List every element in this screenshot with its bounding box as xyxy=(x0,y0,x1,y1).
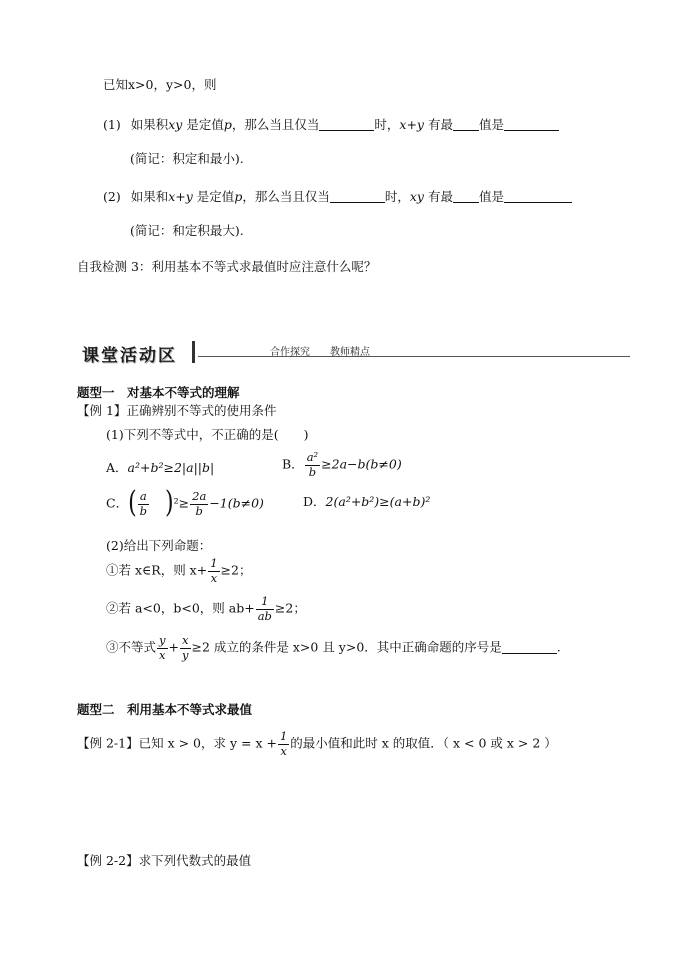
type-2-heading: 题型二 利用基本不等式求最值 xyxy=(77,702,253,717)
option-a-text: a²+b²≥2|a||b| xyxy=(127,460,215,475)
example-1-text: 正确辨别不等式的使用条件 xyxy=(126,403,277,418)
option-b[interactable] xyxy=(282,452,402,478)
proposition-3-text-a: ③不等式 xyxy=(106,639,157,655)
item-2-text-f: 值是 xyxy=(478,189,504,204)
option-c-label: C． xyxy=(106,495,129,511)
item-1-text-f: 值是 xyxy=(478,117,504,132)
proposition-2-denominator: ab xyxy=(257,608,272,623)
item-1-text-c: ，那么当且仅当 xyxy=(231,117,320,132)
option-c-numerator: a xyxy=(138,491,149,505)
proposition-3-numerator-1: y xyxy=(159,633,166,647)
intro-text: 已知x>0，y>0，则 xyxy=(103,77,217,92)
item-1-number: (1) xyxy=(103,117,121,132)
section-rule xyxy=(198,356,630,357)
item-2 xyxy=(103,188,572,206)
item-2-var-p: p xyxy=(234,189,243,204)
proposition-2 xyxy=(106,596,306,622)
example-2-1-denominator: x xyxy=(280,743,287,758)
item-1-expr: x+y xyxy=(399,117,424,132)
option-c-rest: −1(b≠0) xyxy=(209,495,264,511)
item-2-text-c: ，那么当且仅当 xyxy=(242,189,330,204)
item-1-var-p: p xyxy=(223,117,232,132)
proposition-2-text-b: ≥2； xyxy=(274,600,306,616)
example-1-label: 【例 1】 xyxy=(77,403,127,418)
option-d-text: 2(a²+b²)≥(a+b)² xyxy=(325,494,431,509)
option-c-fraction-2 xyxy=(190,491,208,517)
section-separator xyxy=(192,341,195,363)
item-2-text-e: 有最 xyxy=(427,189,453,204)
option-c-fraction xyxy=(138,491,149,517)
option-c-open-paren: ( xyxy=(128,486,137,521)
option-c[interactable] xyxy=(106,486,264,521)
option-d-label: D． xyxy=(303,494,326,509)
example-2-2 xyxy=(77,852,251,870)
item-1-var-xy: xy xyxy=(168,117,183,132)
option-a-label: A． xyxy=(106,460,128,475)
type-1-heading: 题型一 对基本不等式的理解 xyxy=(77,385,240,400)
option-b-denominator: b xyxy=(308,464,317,479)
option-b-numerator: a² xyxy=(306,450,319,464)
proposition-1-fraction xyxy=(208,558,219,584)
item-2-expr: x+y xyxy=(168,189,193,204)
self-check-question: 自我检测 3：利用基本不等式求最值时应注意什么呢？ xyxy=(77,259,377,274)
proposition-1-text-b: ≥2； xyxy=(220,562,252,578)
example-2-2-label: 【例 2-2】 xyxy=(77,853,139,868)
proposition-3-denominator-2: y xyxy=(182,647,189,662)
option-a[interactable] xyxy=(106,459,214,477)
option-c-close-paren: ) xyxy=(165,486,174,521)
proposition-3 xyxy=(106,635,561,661)
item-1-blank-value[interactable] xyxy=(504,117,559,131)
item-1-text-a: 如果积 xyxy=(130,117,169,132)
example-2-1-text-a: 已知 x > 0，求 y = x + xyxy=(138,735,277,751)
proposition-3-text-b: ≥2 成立的条件是 x>0 且 y>0．其中正确命题的序号是 xyxy=(191,639,502,655)
item-1-text-b: 是定值 xyxy=(186,117,224,132)
example-2-1 xyxy=(77,731,557,757)
example-2-1-numerator: 1 xyxy=(279,729,288,743)
example-2-2-text: 求下列代数式的最值 xyxy=(138,853,252,868)
proposition-2-fraction xyxy=(256,596,274,622)
item-2-text-b: 是定值 xyxy=(196,189,235,204)
proposition-3-fraction-2 xyxy=(180,635,191,661)
item-1-text-d: 时， xyxy=(374,117,400,132)
example-2-1-fraction xyxy=(278,731,289,757)
section-header xyxy=(80,339,630,365)
option-c-denominator: b xyxy=(139,503,148,518)
proposition-1-denominator: x xyxy=(210,570,218,585)
option-c-numerator-2: 2a xyxy=(192,489,207,503)
item-1-blank-extreme[interactable] xyxy=(453,117,479,131)
proposition-3-plus: + xyxy=(168,639,179,655)
option-b-fraction xyxy=(305,452,320,478)
item-1-note: (简记：积定和最小). xyxy=(130,151,244,166)
item-2-blank-condition[interactable] xyxy=(330,189,385,203)
proposition-3-denominator-1: x xyxy=(159,647,166,662)
item-2-blank-value[interactable] xyxy=(504,189,572,203)
example-2-1-text-b: 的最小值和此时 x 的取值．（ x < 0 或 x > 2 ） xyxy=(290,735,557,751)
proposition-1-numerator: 1 xyxy=(210,556,218,570)
option-c-denominator-2: b xyxy=(195,503,203,518)
option-d[interactable] xyxy=(303,493,430,511)
item-2-text-a: 如果和 xyxy=(130,189,169,204)
example-1 xyxy=(77,402,276,420)
item-2-var-xy: xy xyxy=(409,189,424,204)
option-b-rest: ≥2a−b(b≠0) xyxy=(321,456,402,472)
proposition-2-numerator: 1 xyxy=(256,596,274,610)
item-2-number: (2) xyxy=(103,189,121,204)
example-2-1-label: 【例 2-1】 xyxy=(77,735,139,751)
item-1-blank-condition[interactable] xyxy=(319,117,374,131)
proposition-1-text-a: ①若 x∈R，则 x+ xyxy=(106,562,208,578)
proposition-2-text-a: ②若 a<0，b<0，则 ab+ xyxy=(106,600,255,616)
item-2-blank-extreme[interactable] xyxy=(453,189,479,203)
section-subtitle: 合作探究 教师精点 xyxy=(270,347,370,358)
item-2-note: (简记：和定积最大). xyxy=(130,223,244,238)
question-1: (1)下列不等式中，不正确的是( ) xyxy=(106,427,309,442)
proposition-3-end: . xyxy=(556,639,561,655)
proposition-3-answer-blank[interactable] xyxy=(502,640,557,654)
item-1 xyxy=(103,116,559,134)
option-c-mid: ²≥ xyxy=(173,495,190,511)
proposition-3-fraction-1 xyxy=(157,635,168,661)
proposition-3-numerator-2: x xyxy=(182,633,189,647)
intro-line xyxy=(103,76,216,94)
proposition-1 xyxy=(106,558,251,584)
item-2-text-d: 时， xyxy=(384,189,410,204)
item-1-text-e: 有最 xyxy=(427,117,453,132)
option-b-label: B． xyxy=(282,456,304,472)
section-title: 课堂活动区 xyxy=(82,346,177,366)
question-2: (2)给出下列命题： xyxy=(106,538,212,553)
